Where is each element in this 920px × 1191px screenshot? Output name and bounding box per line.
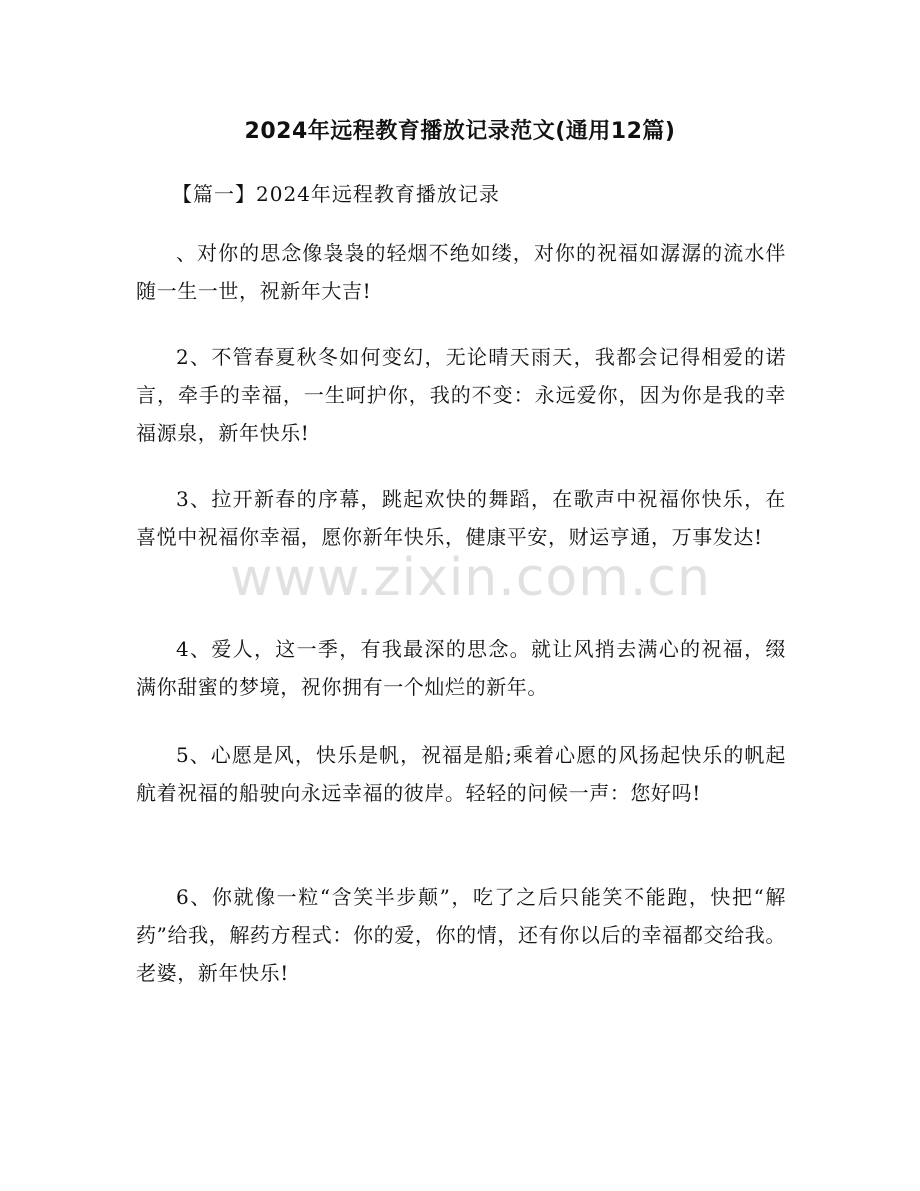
- watermark-text: www.zixin.com.cn: [230, 548, 711, 608]
- paragraph-3: 3、拉开新春的序幕，跳起欢快的舞蹈，在歌声中祝福你快乐，在喜悦中祝福你幸福，愿你新年快乐，健康平安，财运亨通，万事发达!: [136, 487, 786, 549]
- paragraph-4: 4、爱人，这一季，有我最深的思念。就让风捎去满心的祝福，缀满你甜蜜的梦境，祝你拥有一个灿烂的新年。: [136, 637, 786, 699]
- document-title: 2024年远程教育播放记录范文(通用12篇): [244, 119, 676, 144]
- paragraph-6: 6、你就像一粒“含笑半步颠”，吃了之后只能笑不能跑，快把“解药”给我，解药方程式：你的爱，你的情，还有你以后的幸福都交给我。老婆，新年快乐!: [136, 885, 786, 985]
- paragraph-2: 2、不管春夏秋冬如何变幻，无论晴天雨天，我都会记得相爱的诺言，牵手的幸福，一生呵护你，我的不变：永远爱你，因为你是我的幸福源泉，新年快乐!: [136, 345, 786, 445]
- paragraph-5: 5、心愿是风，快乐是帆，祝福是船;乘着心愿的风扬起快乐的帆起航着祝福的船驶向永远幸福的彼岸。轻轻的问候一声：您好吗!: [136, 743, 786, 805]
- section-heading: 【篇一】2024年远程教育播放记录: [172, 182, 500, 206]
- paragraph-1: 、对你的思念像袅袅的轻烟不绝如缕，对你的祝福如潺潺的流水伴随一生一世，祝新年大吉!: [136, 241, 786, 303]
